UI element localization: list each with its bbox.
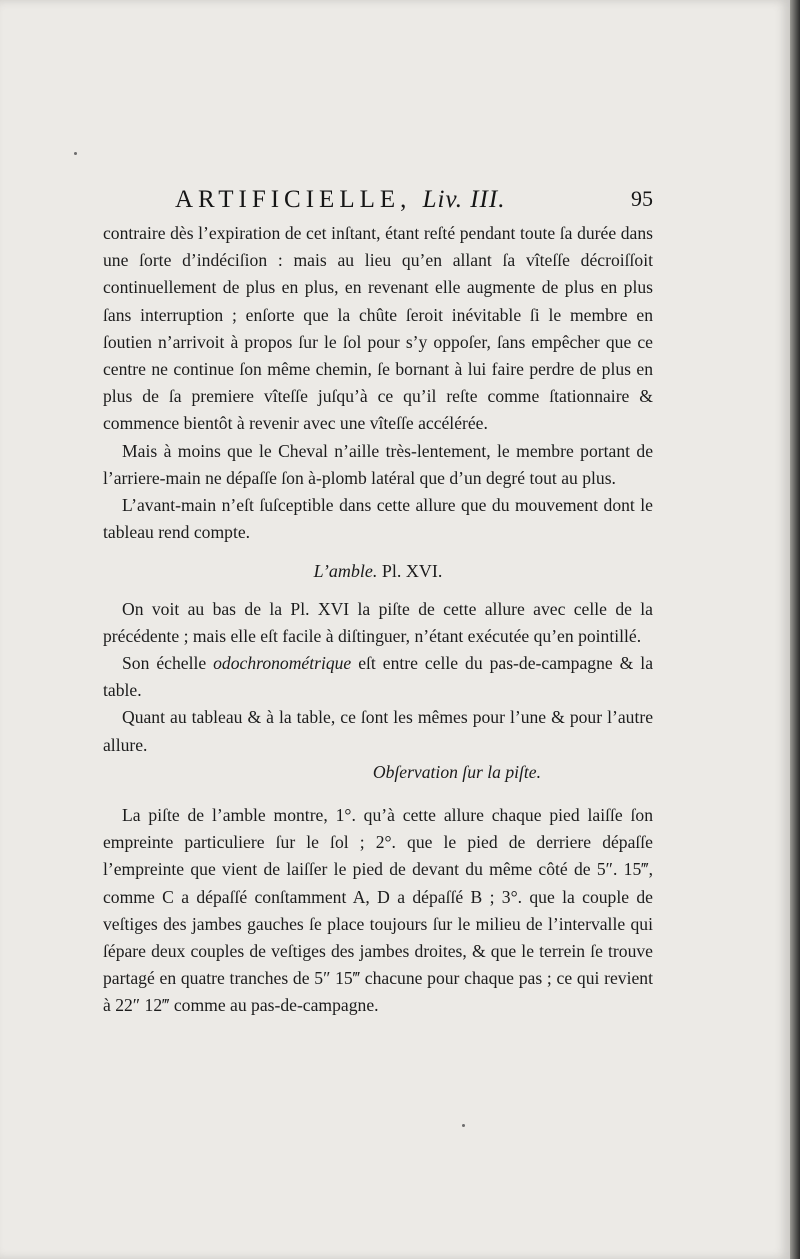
paragraph: contraire dès l’expiration de cet inſtant, étant reſté pendant toute ſa durée dans une ſorte d’indéciſion : mais au lieu qu’en allant ſa vîteſſe décroiſſoit continuellement de plus en plus, en revenant elle augmente de plus en plus ſans interruption ; enſorte que la chûte ſeroit inévitable ſi le membre en ſoutien n’arrivoit à propos ſur le ſol pour s’y oppoſer, ſans empêcher que ce centre ne continue ſon même chemin, ſe bornant à lui faire perdre de plus en plus de ſa premiere vîteſſe juſqu’à ce qu’il reſte comme ſtationnaire & commence bientôt à revenir avec une vîteſſe accélérée. xyxy=(103,223,653,434)
paragraph: Quant au tableau & à la table, ce ſont les mêmes pour l’une & pour l’autre allure. xyxy=(103,707,653,755)
emphasized-term: odochronométrique xyxy=(213,653,352,674)
paragraph xyxy=(103,650,653,704)
paragraph-end: eſt entre celle du pas-de-campagne & la table. xyxy=(103,653,654,701)
section-heading xyxy=(103,558,653,585)
paragraph-start: Son échelle xyxy=(122,653,214,674)
running-title xyxy=(175,186,505,214)
section-heading-plate: Pl. XVI. xyxy=(381,561,443,582)
paragraph: On voit au bas de la Pl. XVI la piſte de cette allure avec celle de la précédente ; mais elle eſt facile à diſtinguer, n’étant exécutée qu’en pointillé. xyxy=(103,598,653,646)
section-heading-name: L’amble. xyxy=(313,561,378,582)
paper-speck xyxy=(74,152,77,155)
paragraph: L’avant-main n’eſt ſuſceptible dans cette allure que du mouvement dont le tableau rend compte. xyxy=(103,495,653,543)
running-title-text: ARTIFICIELLE, xyxy=(175,186,412,213)
paragraph: Mais à moins que le Cheval n’aille très-lentement, le membre portant de l’arriere-main ne dépaſſe ſon à-plomb latéral que d’un degré tout au plus. xyxy=(103,440,653,488)
body-text xyxy=(103,220,653,1020)
paper-speck xyxy=(462,1124,465,1127)
subsection-heading: Obſervation ſur la piſte. xyxy=(372,761,541,782)
page-edge xyxy=(790,0,800,1259)
book-number: Liv. III. xyxy=(422,186,506,213)
page-header xyxy=(175,186,653,216)
paragraph: La piſte de l’amble montre, 1°. qu’à cette allure chaque pied laiſſe ſon empreinte particuliere ſur le ſol ; 2°. que le pied de derriere dépaſſe l’empreinte que vient de laiſſer le pied de devant du même côté de 5″. 15‴, comme C a dépaſſé conſtamment A, D a dépaſſé B ; 3°. que la couple de veſtiges des jambes gauches ſe place toujours ſur le milieu de l’intervalle qui ſépare deux couples de veſtiges des jambes droites, & que le terrein ſe trouve partagé en quatre tranches de 5″ 15‴ chacune pour chaque pas ; ce qui revient à 22″ 12‴ comme au pas-de-campagne. xyxy=(103,805,653,1016)
page-number: 95 xyxy=(631,186,653,211)
